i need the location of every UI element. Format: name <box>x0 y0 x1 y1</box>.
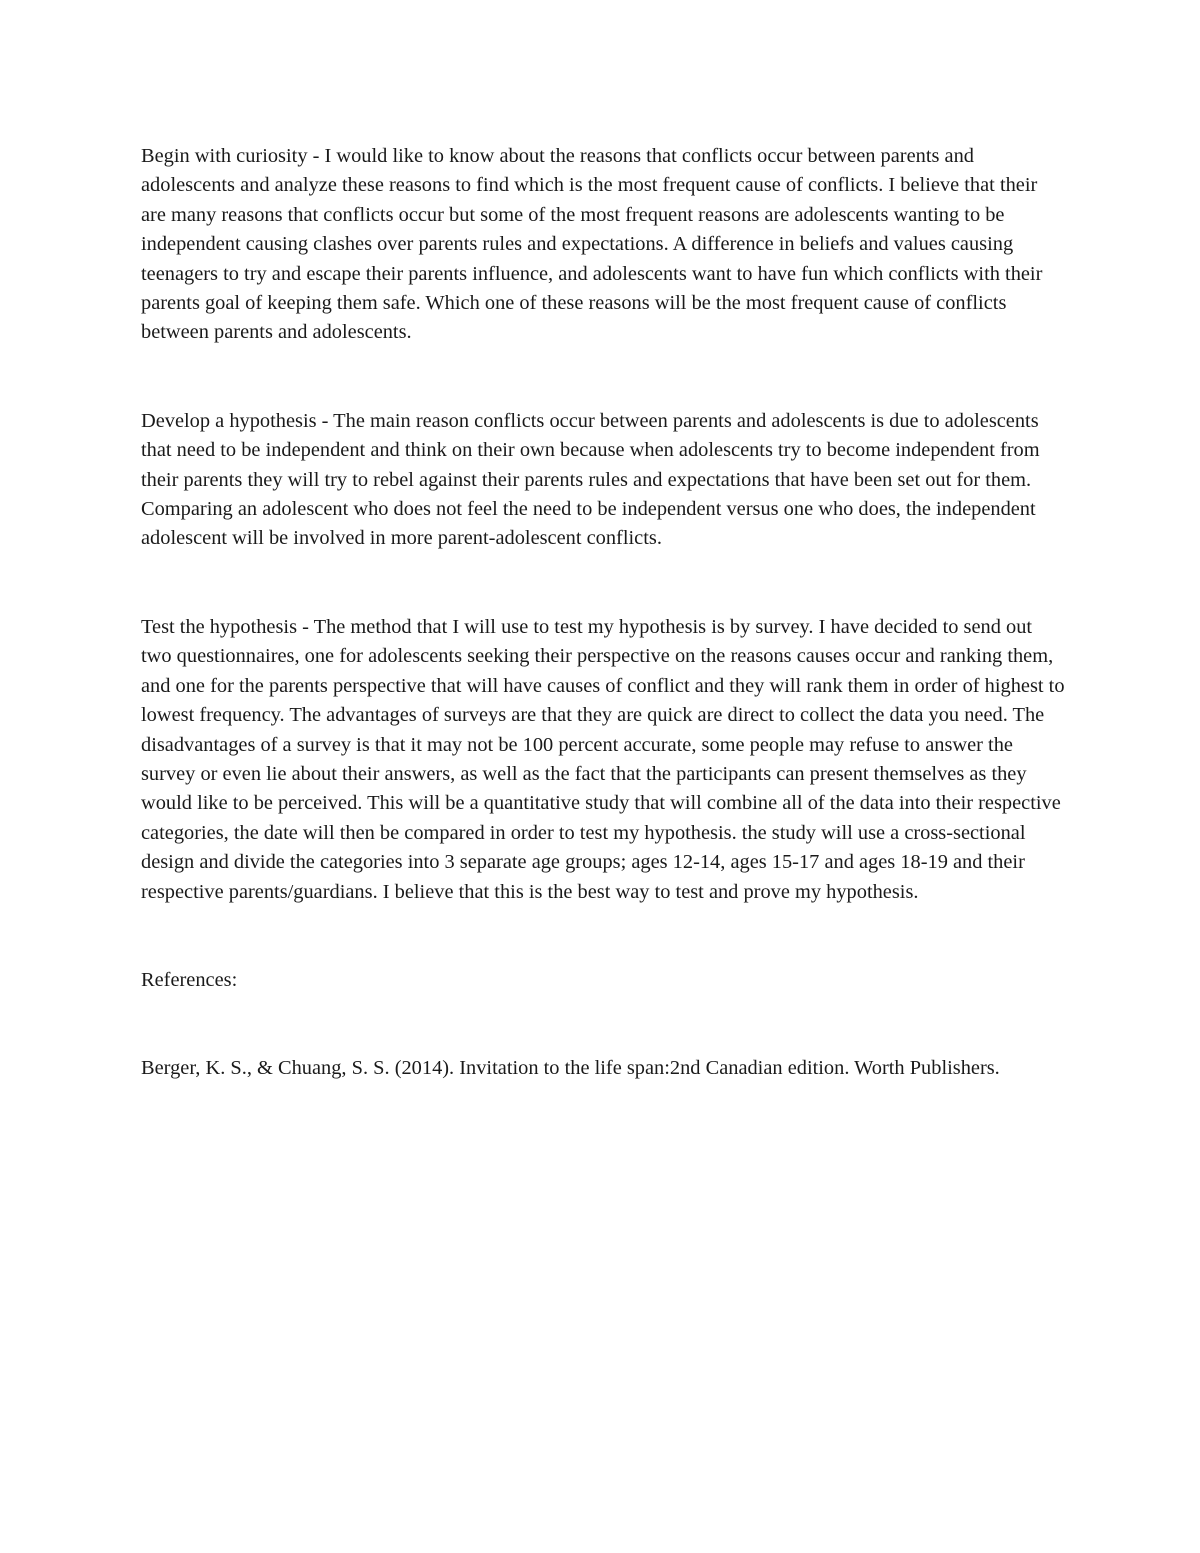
document-body <box>141 142 1066 1084</box>
paragraph-begin-with-curiosity: Begin with curiosity - I would like to know about the reasons that conflicts occur between parents and adolescents and analyze these reasons to find which is the most frequent cause of conflicts. I believe that their are many reasons that conflicts occur but some of the most frequent reasons are adolescents wanting to be independent causing clashes over parents rules and expectations. A difference in beliefs and values causing teenagers to try and escape their parents influence, and adolescents want to have fun which conflicts with their parents goal of keeping them safe. Which one of these reasons will be the most frequent cause of conflicts between parents and adolescents. <box>141 145 1043 344</box>
references-heading: References: <box>141 968 238 991</box>
paragraph-test-hypothesis: Test the hypothesis - The method that I will use to test my hypothesis is by survey. I have decided to send out two questionnaires, one for adolescents seeking their perspective on the reasons causes occur and ranking them, and one for the parents perspective that will have causes of conflict and they will rank them in order of highest to lowest frequency. The advantages of surveys are that they are quick are direct to collect the data you need. The disadvantages of a survey is that it may not be 100 percent accurate, some people may refuse to answer the survey or even lie about their answers, as well as the fact that the participants can present themselves as they would like to be perceived. This will be a quantitative study that will combine all of the data into their respective categories, the date will then be compared in order to test my hypothesis. the study will use a cross-sectional design and divide the categories into 3 separate age groups; ages 12-14, ages 15-17 and ages 18-19 and their respective parents/guardians. I believe that this is the best way to test and prove my hypothesis. <box>141 615 1065 903</box>
reference-entry: Berger, K. S., & Chuang, S. S. (2014). Invitation to the life span:2nd Canadian edition. Worth Publishers. <box>141 1057 1000 1080</box>
paragraph-develop-hypothesis: Develop a hypothesis - The main reason conflicts occur between parents and adolescents is due to adolescents that need to be independent and think on their own because when adolescents try to become independent from their parents they will try to rebel against their parents rules and expectations that have been set out for them. Comparing an adolescent who does not feel the need to be independent versus one who does, the independent adolescent will be involved in more parent-adolescent conflicts. <box>141 409 1040 550</box>
